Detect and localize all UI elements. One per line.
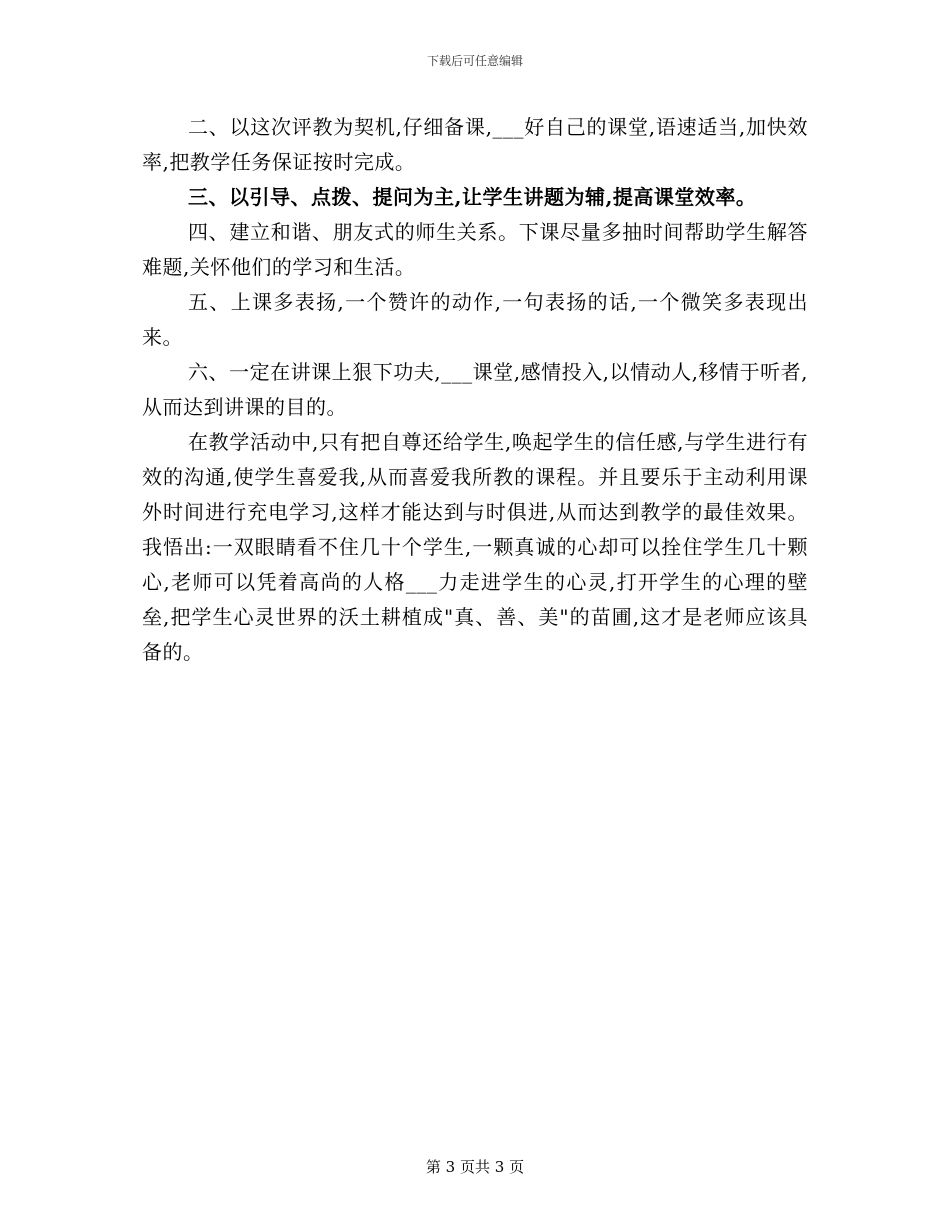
paragraph-item-2: 二、以这次评教为契机,仔细备课,___好自己的课堂,语速适当,加快效率,把教学任务保证按时完成。 [142,115,808,174]
page-header: 下载后可任意编辑 [426,54,523,68]
paragraph-item-3: 三、以引导、点拨、提问为主,让学生讲题为辅,提高课堂效率。 [188,185,757,209]
paragraph-conclusion: 在教学活动中,只有把自尊还给学生,唤起学生的信任感,与学生进行有效的沟通,使学生喜爱我,从而喜爱我所教的课程。并且要乐于主动利用课外时间进行充电学习,这样才能达到与时俱进,从而达到教学的最佳效果。我悟出:一双眼睛看不住几十个学生,一颗真诚的心却可以拴住学生几十颗心,老师可以凭着高尚的人格___力走进学生的心灵,打开学生的心理的壁垒,把学生心灵世界的沃土耕植成"真、善、美"的苗圃,这才是老师应该具备的。 [142,430,808,664]
paragraph-item-4: 四、建立和谐、朋友式的师生关系。下课尽量多抽时间帮助学生解答难题,关怀他们的学习和生活。 [142,220,808,279]
document-body [142,110,808,670]
paragraph-item-6: 六、一定在讲课上狠下功夫,___课堂,感情投入,以情动人,移情于听者,从而达到讲课的目的。 [142,360,808,419]
paragraph-item-5: 五、上课多表扬,一个赞许的动作,一句表扬的话,一个微笑多表现出来。 [142,290,808,349]
page-number: 第 3 页共 3 页 [425,1158,525,1176]
